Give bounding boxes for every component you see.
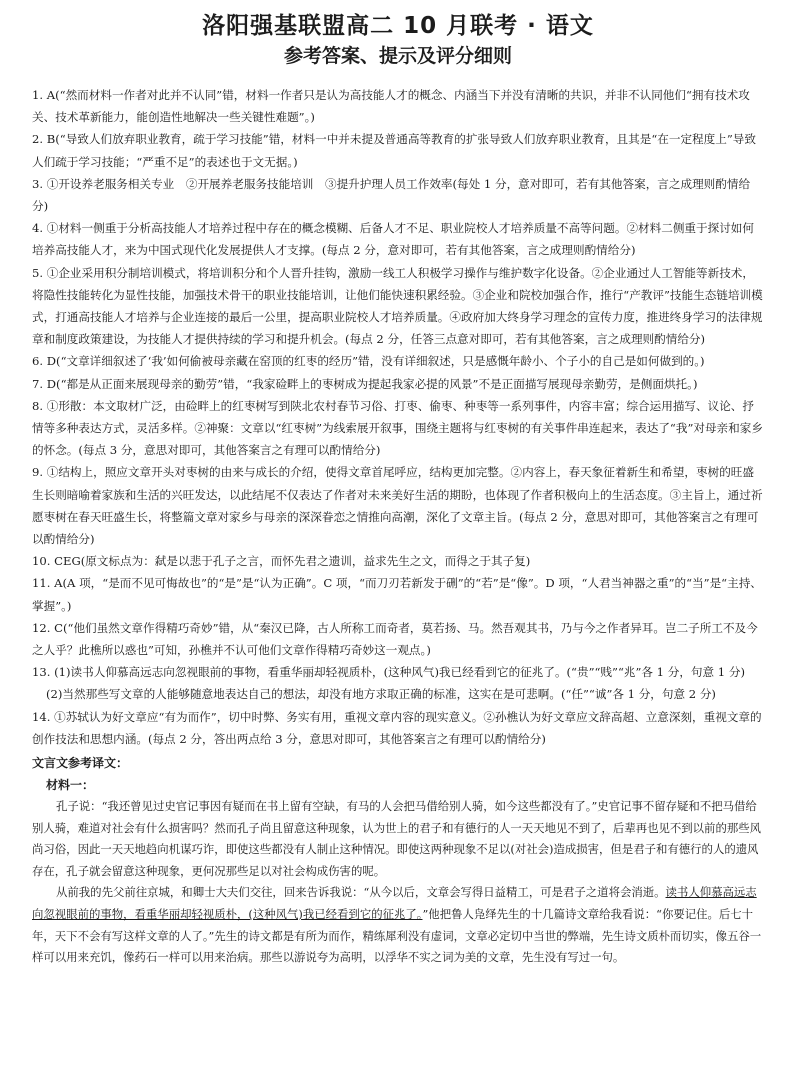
answer-item-7: 7. D(“都是从正面来展现母亲的勤劳”错，“我家硷畔上的枣树成为提起我家必提的风景”不是正面描写展现母亲勤劳，是侧面烘托。): [32, 376, 698, 391]
underlined-sentence: 读书人仰慕高远志向忽视眼前的事物，看重华丽却轻视质朴，(这种风气)我已经看到它的征兆了。: [32, 885, 757, 922]
answer-item-10: 10. CEG(原文标点为：弑是以悲于孔子之言，而怀先君之遗训，益求先生之文，而得之于其子复): [32, 554, 531, 569]
answer-item-2: 2. B(“导致人们放弃职业教育，疏于学习技能”错，材料一中并未提及普通高等教育的扩张导致人们放弃职业教育，且其是“在一定程度上”导致人们疏于学习技能；“严重不足”的表述也于文无据。): [32, 132, 756, 169]
answer-item-8: 8. ①形散：本文取材广泛，由硷畔上的红枣树写到陕北农村春节习俗、打枣、偷枣、种枣等一系列事件，内容丰富；综合运用描写、议论、抒情等多种表达方式，灵活多样。②神聚：文章以“红枣树”为线索展开叙事，围绕主题将与红枣树的有关事件串连起来，表达了“我”对母亲和家乡的怀念。(每点 3 分，意思对即可，其他答案言之有理可以酌情给分): [32, 398, 763, 458]
translation-paragraph-2-start: 从前我的先父前往京城，和卿士大夫们交往，回来告诉我说：“从今以后，文章会写得日益精工，可是君子之道将会消逝。: [56, 885, 666, 900]
answer-item-5: 5. ①企业采用积分制培训模式，将培训积分和个人晋升挂钩，激励一线工人积极学习操作与维护数字化设备。②企业通过人工智能等新技术，将隐性技能转化为显性技能，加强技术骨干的职业技能培训，让他们能快速积累经验。③企业和院校加强合作，推行“产教评”技能生态链培训模式，打通高技能人才培养与企业连接的最后一公里，提高职业院校人才培养质量。④政府加大终身学习理念的宣传力度，推进终身学习的法律规章和制度政策建设，为技能人才提供持续的学习和提升机会。(每点 2 分，任答三点意对即可，若有其他答案，言之成理则酌情给分): [32, 265, 763, 347]
answer-item-13-part-2: (2)当然那些写文章的人能够随意地表达自己的想法，却没有地方求取正确的标准，这实在是可悲啊。(“任”“诚”各 1 分，句意 2 分): [46, 687, 716, 702]
answer-item-9: 9. ①结构上，照应文章开头对枣树的由来与成长的介绍，使得文章首尾呼应，结构更加完整。②内容上，春天象征着新生和希望，枣树的旺盛生长则暗喻着家族和生活的兴旺发达，以此结尾不仅表达了作者对未来美好生活的期盼，也体现了作者积极向上的生活态度。③主旨上，通过祈愿枣树在春天旺盛生长，将整篇文章对家乡与母亲的深深眷恋之情推向高潮，深化了文章主旨。(每点 2 分，意思对即可，其他答案言之有理可以酌情给分): [32, 465, 763, 547]
answer-item-6: 6. D(“文章详细叙述了‘我’如何偷被母亲藏在窑顶的红枣的经历”错，没有详细叙述，只是感慨年龄小、个子小的自己是如何做到的。): [32, 354, 705, 369]
answer-item-4: 4. ①材料一侧重于分析高技能人才培养过程中存在的概念模糊、后备人才不足、职业院校人才培养质量不高等问题。②材料二侧重于探讨如何培养高技能人才，来为中国式现代化发展提供人才支撑。(每点 2 分，意对即可，若有其他答案，言之成理则酌情给分): [32, 221, 754, 258]
answer-item-12: 12. C(“他们虽然文章作得精巧奇妙”错，从“秦汉已降，古人所称工而奇者，莫若扬、马。然吾观其书，乃与今之作者异耳。岂二子所工不及今之人乎？此樵所以惑也”可知，孙樵并不认可他们文章作得精巧奇妙这一观点。): [32, 620, 758, 658]
page-title: 洛阳强基联盟高二 10 月联考 · 语文: [202, 13, 594, 39]
page-subtitle: 参考答案、提示及评分细则: [283, 45, 512, 67]
answer-item-3: 3. ①开设养老服务相关专业 ②开展养老服务技能培训 ③提升护理人员工作效率(每处 1 分，意对即可，若有其他答案，言之成理则酌情给分): [32, 176, 751, 214]
answer-item-13: 13. (1)读书人仰慕高远志向忽视眼前的事物，看重华丽却轻视质朴，(这种风气)我已经看到它的征兆了。(“贵”“贱”“兆”各 1 分，句意 1 分): [32, 665, 745, 680]
translation-heading: 文言文参考译文：: [32, 756, 129, 771]
answer-item-14: 14. ①苏轼认为好文章应“有为而作”，切中时弊、务实有用，重视文章内容的现实意义。②孙樵认为好文章应文辞高超、立意深刻，重视文章的创作技法和思想内涵。(每点 2 分，答出两点给 3 分，意思对即可，其他答案言之有理可以酌情给分): [32, 709, 762, 746]
answer-item-11: 11. A(A 项，“是而不见可悔故也”的“是”是“认为正确”。C 项，“而刀刃若新发于硎”的“若”是“像”。D 项，“人君当神器之重”的“当”是“主持、掌握”。): [32, 576, 762, 613]
material-label: 材料一：: [46, 778, 95, 793]
answer-item-1: 1. A(“然而材料一作者对此并不认同”错，材料一作者只是认为高技能人才的概念、内涵当下并没有清晰的共识，并非不认同他们“拥有技术攻关、技术革新能力，能创造性地解决一些关键性难题”。): [32, 88, 750, 125]
answer-list: [32, 84, 764, 750]
translation-paragraph-2-end: ”他把鲁人凫绎先生的十几篇诗文章给我看说：“你要记住。后七十年，天下不会有写这样文章的人了。”先生的诗文都是有所为而作，精练犀利没有虚词，文章必定切中当世的弊端，先生诗文质朴而切实，像五谷一样可以用来充饥，像药石一样可以用来治病。那些以游说夸为高明，以浮华不实之词为美的文章，先生没有写过一句。: [32, 907, 762, 965]
translation-paragraph-2: [32, 882, 764, 968]
translation-paragraph-1: 孔子说：“我还曾见过史官记事因有疑而在书上留有空缺，有马的人会把马借给别人骑，如今这些都没有了。”史官记事不留存疑和不把马借给别人骑，难道对社会有什么损害吗？然而孔子尚且留意这种现象，认为世上的君子和有德行的人一天天地见不到了，后辈再也见不到以前的那些风尚习俗，因此一天天地趋向机谋巧诈，即使这些都没有人制止这种情况。即使这两种现象不足以(对社会)造成损害，但是君子和有德行的人的遗风存在，孔子就会留意这种现象，更何况那些足以对社会构成伤害的呢。: [32, 799, 762, 878]
